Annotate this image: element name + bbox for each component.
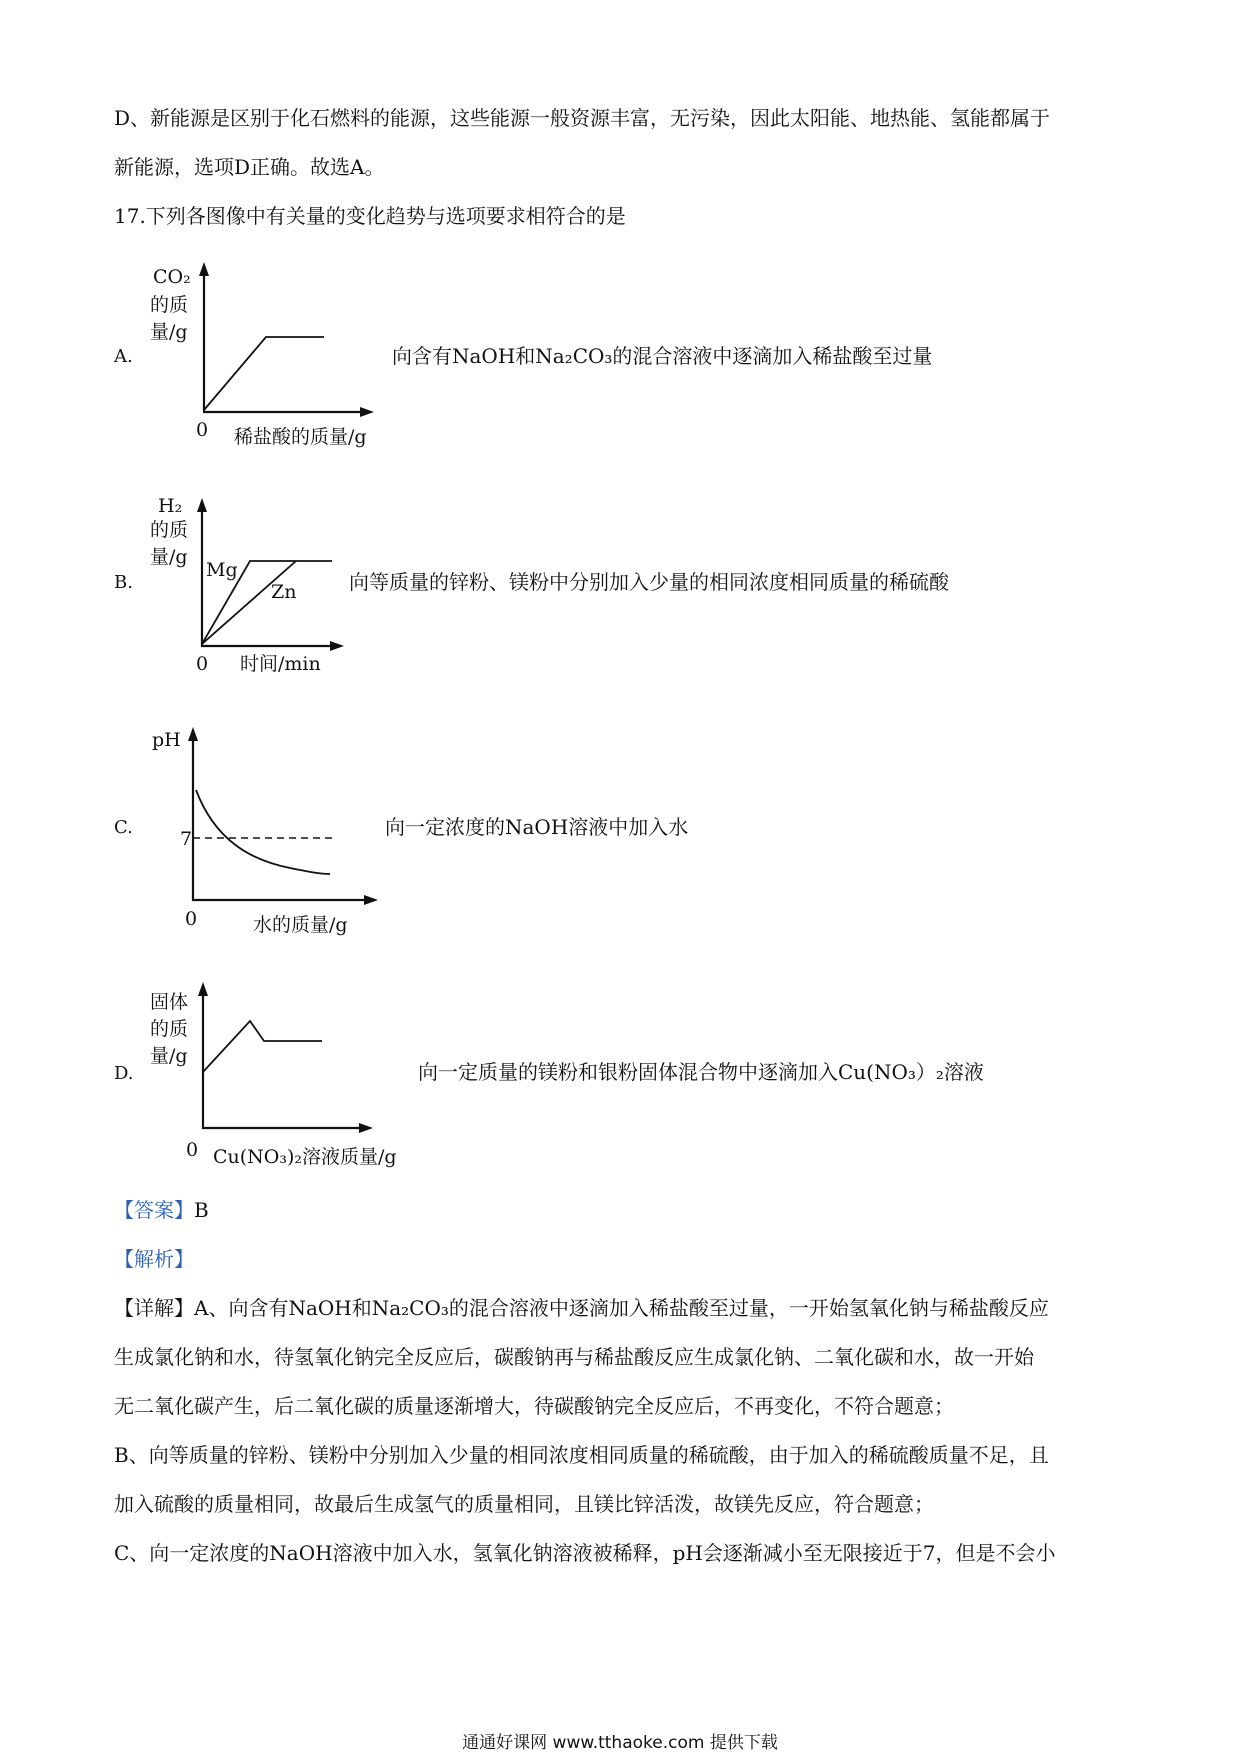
option-d-origin: 0 [186, 1139, 199, 1161]
option-a-y-label-2: 的质 [150, 294, 189, 316]
option-d-letter: D. [114, 1063, 134, 1084]
option-a-y-label-3: 量/g [150, 321, 188, 343]
detail-line-4: B、向等质量的锌粉、镁粉中分别加入少量的相同浓度相同质量的稀硫酸，由于加入的稀硫酸质量不足，且 [114, 1443, 1049, 1467]
option-b-description: 向等质量的锌粉、镁粉中分别加入少量的相同浓度相同质量的稀硫酸 [349, 570, 949, 594]
detail-line-5: 加入硫酸的质量相同，故最后生成氢气的质量相同，且镁比锌活泼，故镁先反应，符合题意； [114, 1492, 934, 1516]
option-b-y-label-1: H₂ [158, 495, 183, 517]
option-d-axes [203, 988, 364, 1128]
option-c-ref-value: 7 [180, 828, 193, 850]
option-d-x-arrow [359, 1123, 373, 1133]
option-d-x-label: Cu(NO₃)₂溶液质量/g [213, 1146, 397, 1168]
answer-value: B [194, 1198, 209, 1222]
option-b-series-mg: Mg [206, 559, 238, 581]
answer-line [114, 1196, 209, 1224]
option-a-letter: A. [114, 346, 133, 367]
detail-line-2: 生成氯化钠和水，待氢氧化钠完全反应后，碳酸钠再与稀盐酸反应生成氯化钠、二氧化碳和水，故一开始 [114, 1345, 1034, 1369]
option-d-description: 向一定质量的镁粉和银粉固体混合物中逐滴加入Cu(NO₃）₂溶液 [418, 1060, 984, 1084]
option-a-x-label: 稀盐酸的质量/g [234, 426, 367, 448]
option-a-origin: 0 [196, 419, 209, 441]
option-c-y-label: pH [152, 729, 181, 751]
detail-line-3: 无二氧化碳产生，后二氧化碳的质量逐渐增大，待碳酸钠完全反应后，不再变化，不符合题意； [114, 1394, 954, 1418]
option-b-series-zn: Zn [271, 581, 297, 603]
analysis-tag: 【解析】 [114, 1247, 194, 1271]
option-c-letter: C. [114, 817, 133, 838]
option-d-y-label-3: 量/g [150, 1045, 188, 1067]
option-c-x-label: 水的质量/g [253, 914, 348, 936]
option-c-description: 向一定浓度的NaOH溶液中加入水 [385, 815, 689, 839]
option-b-x-label: 时间/min [240, 653, 321, 675]
text-line-2: 新能源，选项D正确。故选A。 [114, 155, 385, 179]
page-footer: 通通好课网 www.tthaoke.com 提供下载 [462, 1733, 778, 1753]
option-d-curve [203, 1021, 322, 1072]
option-a-y-label-1: CO₂ [153, 266, 191, 288]
option-d-y-label-2: 的质 [150, 1018, 189, 1040]
option-b-y-label-2: 的质 [150, 519, 189, 541]
option-d-y-arrow [198, 982, 208, 996]
option-b-y-label-3: 量/g [150, 546, 188, 568]
question-stem: 17.下列各图像中有关量的变化趋势与选项要求相符合的是 [114, 204, 626, 228]
option-c-origin: 0 [185, 908, 198, 930]
text-line-1: D、新能源是区别于化石燃料的能源，这些能源一般资源丰富，无污染，因此太阳能、地热能、氢能都属于 [114, 106, 1051, 130]
option-b-letter: B. [114, 572, 133, 593]
option-b-origin: 0 [196, 653, 209, 675]
option-a-description: 向含有NaOH和Na₂CO₃的混合溶液中逐滴加入稀盐酸至过量 [392, 344, 933, 368]
option-d-y-label-1: 固体 [150, 991, 189, 1013]
answer-tag: 【答案】 [114, 1198, 194, 1222]
detail-line-6: C、向一定浓度的NaOH溶液中加入水，氢氧化钠溶液被稀释，pH会逐渐减小至无限接近于7，但是不会小 [114, 1541, 1056, 1565]
detail-line-1: 【详解】A、向含有NaOH和Na₂CO₃的混合溶液中逐滴加入稀盐酸至过量，一开始氢氧化钠与稀盐酸反应 [114, 1296, 1049, 1320]
